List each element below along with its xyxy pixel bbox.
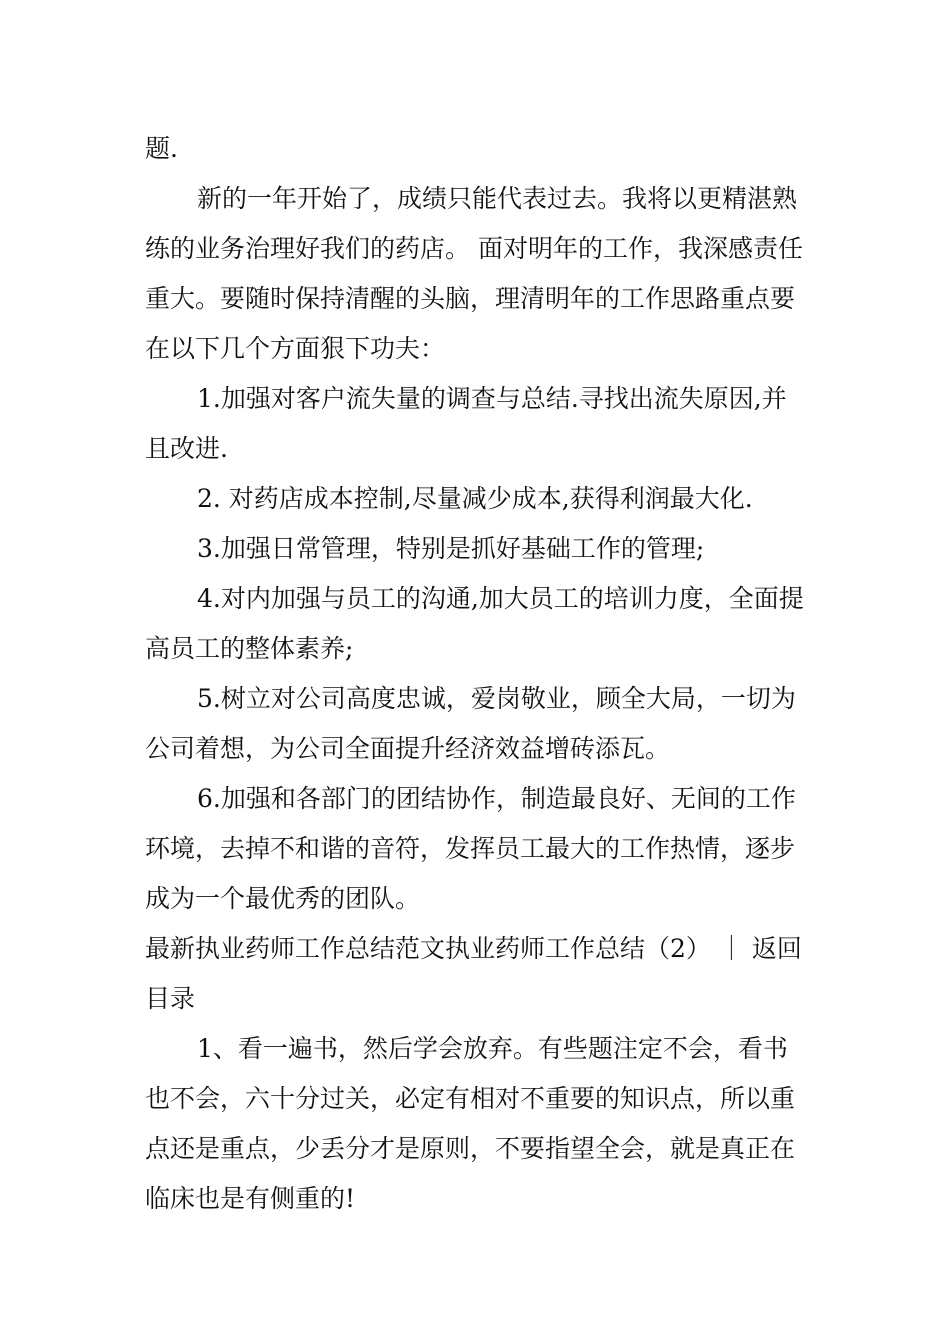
section-heading-separator: ｜ — [718, 934, 744, 963]
list-item-5: 5.树立对公司高度忠诚，爱岗敬业，顾全大局，一切为公司着想，为公司全面提升经济效益增砖添瓦。 — [145, 684, 796, 763]
list-item-4: 4.对内加强与员工的沟通,加大员工的培训力度，全面提高员工的整体素养; — [145, 584, 804, 663]
section-heading-title: 最新执业药师工作总结范文执业药师工作总结（2） — [145, 934, 711, 963]
paragraph-new-year: 新的一年开始了，成绩只能代表过去。我将以更精湛熟练的业务治理好我们的药店。 面对明年的工作，我深感责任重大。要随时保持清醒的头脑，理清明年的工作思路重点要在以下几个方面狠下功夫： — [145, 184, 803, 363]
document-body — [145, 124, 810, 1224]
list-item-6: 6.加强和各部门的团结协作，制造最良好、无间的工作环境，去掉不和谐的音符，发挥员工最大的工作热情，逐步成为一个最优秀的团队。 — [145, 784, 796, 913]
section-heading — [145, 924, 810, 1024]
paragraph-tip-1: 1、看一遍书，然后学会放弃。有些题注定不会，看书也不会，六十分过关，必定有相对不重要的知识点，所以重点还是重点，少丢分才是原则，不要指望全会，就是真正在临床也是有侧重的! — [145, 1034, 796, 1213]
paragraph-continuation: 题. — [145, 134, 178, 163]
list-item-2: 2. 对药店成本控制,尽量减少成本,获得利润最大化. — [197, 484, 753, 513]
back-to-contents-link[interactable]: 返回目录 — [145, 934, 802, 1013]
list-item-3: 3.加强日常管理，特别是抓好基础工作的管理; — [197, 534, 705, 563]
list-item-1: 1.加强对客户流失量的调查与总结.寻找出流失原因,并且改进. — [145, 384, 787, 463]
